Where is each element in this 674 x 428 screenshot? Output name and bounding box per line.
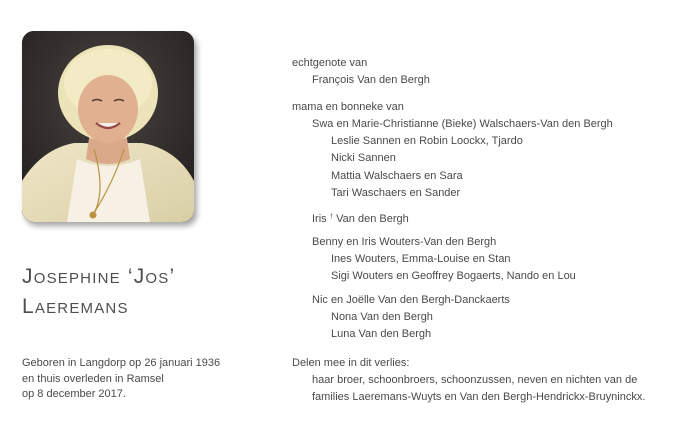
grandchild: Mattia Walschaers en Sara [331, 170, 463, 182]
mourning-line-1: haar broer, schoonbroers, schoonzussen, neven en nichten van de [312, 374, 638, 386]
name-first: Josephine ‘Jos’ [22, 265, 176, 288]
mourning-heading: Delen mee in dit verlies: [292, 357, 410, 369]
bio-line-3: op 8 december 2017. [22, 388, 126, 400]
deceased-mark: † [329, 214, 334, 220]
spouse-name: François Van den Bergh [312, 74, 430, 86]
child-name-first: Iris [312, 213, 327, 225]
name-last: Laeremans [22, 295, 129, 318]
portrait-image [22, 31, 194, 222]
birth-death-info [22, 356, 220, 403]
family-heading: mama en bonneke van [292, 101, 404, 113]
child-name-last: Van den Bergh [336, 213, 409, 225]
deceased-name [22, 262, 175, 322]
portrait-photo [22, 31, 194, 222]
bio-line-1: Geboren in Langdorp op 26 januari 1936 [22, 357, 221, 369]
grandchild: Tari Waschaers en Sander [331, 187, 461, 199]
grandchild: Ines Wouters, Emma-Louise en Stan [331, 253, 511, 265]
grandchild: Sigi Wouters en Geoffrey Bogaerts, Nando en Lou [331, 270, 576, 282]
grandchild: Nona Van den Bergh [331, 311, 433, 323]
grandchild: Luna Van den Bergh [331, 328, 432, 340]
grandchild: Leslie Sannen en Robin Loockx, Tjardo [331, 135, 523, 147]
spouse-heading: echtgenote van [292, 57, 368, 69]
child-couple: Benny en Iris Wouters-Van den Bergh [312, 236, 497, 248]
grandchild: Nicki Sannen [331, 152, 396, 164]
child-deceased [312, 210, 409, 226]
bio-line-2: en thuis overleden in Ramsel [22, 372, 164, 385]
child-couple: Nic en Joëlle Van den Bergh-Danckaerts [312, 294, 510, 306]
mourning-line-2: families Laeremans-Wuyts en Van den Bergh-Hendrickx-Bruyninckx. [312, 391, 646, 403]
child-couple: Swa en Marie-Christianne (Bieke) Walschaers-Van den Bergh [312, 118, 613, 130]
